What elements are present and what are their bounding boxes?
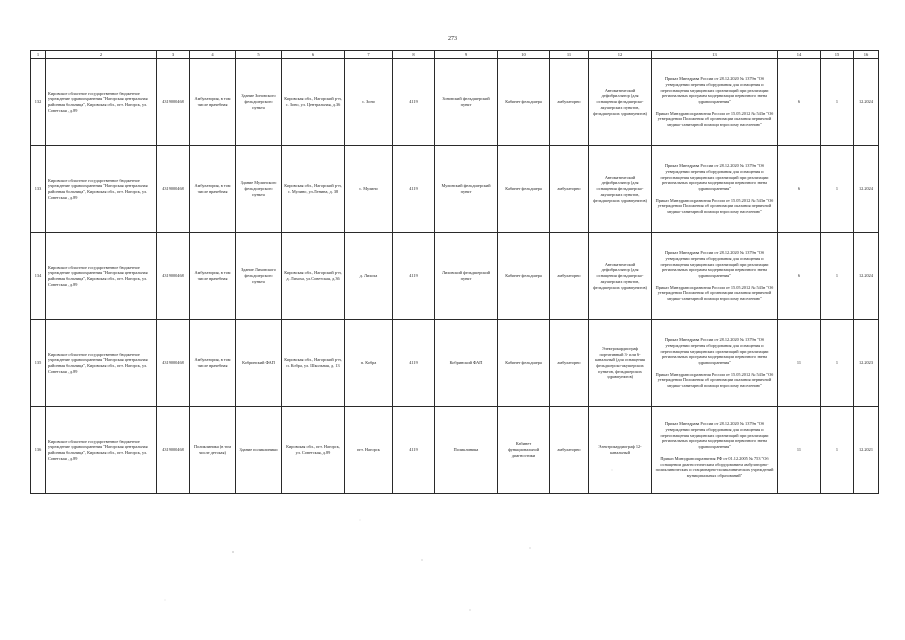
quantity-cell: 11 xyxy=(778,320,821,407)
row-number: 133 xyxy=(31,146,46,233)
equipment-cell: Автоматический дефибриллятор (для оснащения фельдшерско-акушерских пунктов, фельдшерских здравпунктов) xyxy=(589,59,652,146)
inn-cell: 4319000468 xyxy=(157,146,190,233)
regulation-cell xyxy=(652,407,778,494)
column-number-2: 2 xyxy=(46,51,157,59)
regulation-cell xyxy=(652,233,778,320)
code-cell: 4119 xyxy=(393,59,435,146)
settlement-cell: п. Кобра xyxy=(345,320,393,407)
column-number-7: 7 xyxy=(345,51,393,59)
organization-cell: Кировское областное государственное бюджетное учреждение здравоохранения "Нагорская центральная районная больница", Кировская обл., пгт. Нагорск, ул. Советская , д.89 xyxy=(46,59,157,146)
building-cell: Здание Лиховского фельдшерского пункта xyxy=(236,233,282,320)
room-cell: Кабинет фельдшера xyxy=(498,146,550,233)
unit-name-cell: Мулинский фельдшерский пункт xyxy=(435,146,498,233)
care-mode-cell: амбулаторно xyxy=(550,320,589,407)
unit-name-cell: Кобринский ФАП xyxy=(435,320,498,407)
regulation-order1: Приказ Минздрава России от 28.12.2020 № 1379н "Об утверждении перечня оборудования для оснащения и переоснащения медицинских организаций при реализации региональных программ модернизации первичного звена здравоохранения" xyxy=(660,421,769,450)
care-mode-cell: амбулаторно xyxy=(550,146,589,233)
room-cell: Кабинет функциональной диагностики xyxy=(498,407,550,494)
building-cell: Здание поликлиники xyxy=(236,407,282,494)
address-cell: Кировская обл., Нагорский р-н, с. Мулино, ул.Ленина, д. 38 xyxy=(282,146,345,233)
division-type-cell: Амбулатория, в том числе врачебная xyxy=(190,320,236,407)
page-number: 273 xyxy=(448,36,457,42)
row-number: 132 xyxy=(31,59,46,146)
settlement-cell: с. Зоно xyxy=(345,59,393,146)
column-number-15: 15 xyxy=(821,51,854,59)
table-body xyxy=(31,59,879,494)
column-number-1: 1 xyxy=(31,51,46,59)
address-cell: Кировская обл., пгт. Нагорск, ул. Советская, д.89 xyxy=(282,407,345,494)
quantity-cell: 6 xyxy=(778,233,821,320)
count-cell: 1 xyxy=(821,233,854,320)
regulation-order2: Приказ Минздравсоцразвития России от 15.05.2012 № 543н "Об утверждении Положения об организации оказания первичной медико-санитарной помощи взрослому населению" xyxy=(655,197,774,215)
table-row xyxy=(31,233,879,320)
building-cell: Здание Зоновского фельдшерского пункта xyxy=(236,59,282,146)
building-cell: Здание Мулинского фельдшерского пункта xyxy=(236,146,282,233)
row-number: 135 xyxy=(31,320,46,407)
unit-name-cell: Зоновский фельдшерский пункт xyxy=(435,59,498,146)
quantity-cell: 11 xyxy=(778,407,821,494)
column-number-4: 4 xyxy=(190,51,236,59)
organization-cell: Кировское областное государственное бюджетное учреждение здравоохранения "Нагорская центральная районная больница", Кировская обл., пгт. Нагорск, ул. Советская , д.89 xyxy=(46,320,157,407)
regulation-order2: Приказ Минздравсоцразвития России от 15.05.2012 № 543н "Об утверждении Положения об организации оказания первичной медико-санитарной помощи взрослому населению" xyxy=(655,284,774,302)
column-number-14: 14 xyxy=(778,51,821,59)
column-number-9: 9 xyxy=(435,51,498,59)
regulation-order2: Приказ Минздравсоцразвития РФ от 01.12.2005 № 753 "Об оснащении диагностическим оборудованием амбулаторно-поликлинических и стационарно-поликлинических учреждений муниципальных образований" xyxy=(655,455,774,478)
address-cell: Кировская обл., Нагорский р-н, д. Лихоха, ул.Советская, д.36 xyxy=(282,233,345,320)
deadline-cell: 12.2024 xyxy=(854,146,879,233)
table-row xyxy=(31,320,879,407)
settlement-cell: пгт. Нагорск xyxy=(345,407,393,494)
column-number-3: 3 xyxy=(157,51,190,59)
division-type-cell: Амбулатория, в том числе врачебная xyxy=(190,59,236,146)
regulation-order1: Приказ Минздрава России от 28.12.2020 № 1379н "Об утверждении перечня оборудования для оснащения и переоснащения медицинских организаций при реализации региональных программ модернизации первичного звена здравоохранения" xyxy=(660,337,769,365)
row-number: 136 xyxy=(31,407,46,494)
building-cell: Кобринский ФАП xyxy=(236,320,282,407)
column-number-8: 8 xyxy=(393,51,435,59)
regulation-order1: Приказ Минздрава России от 28.12.2020 № 1379н "Об утверждении перечня оборудования для оснащения и переоснащения медицинских организаций при реализации региональных программ модернизации первичного звена здравоохранения" xyxy=(660,163,769,191)
inn-cell: 4319000468 xyxy=(157,233,190,320)
address-cell: Кировская обл., Нагорский р-н, п. Кобра, ул. Школьная, д. 13 xyxy=(282,320,345,407)
column-number-5: 5 xyxy=(236,51,282,59)
settlement-cell: с. Мулино xyxy=(345,146,393,233)
table-row xyxy=(31,407,879,494)
organization-cell: Кировское областное государственное бюджетное учреждение здравоохранения "Нагорская центральная районная больница", Кировская обл., пгт. Нагорск, ул. Советская , д.89 xyxy=(46,233,157,320)
address-cell: Кировская обл., Нагорский р-н, с. Зоно, ул. Центральная, д.36 xyxy=(282,59,345,146)
regulation-cell xyxy=(652,59,778,146)
count-cell: 1 xyxy=(821,59,854,146)
division-type-cell: Амбулатория, в том числе врачебная xyxy=(190,146,236,233)
regulation-cell xyxy=(652,146,778,233)
deadline-cell: 12.2024 xyxy=(854,59,879,146)
deadline-cell: 12.2021 xyxy=(854,407,879,494)
quantity-cell: 6 xyxy=(778,146,821,233)
inn-cell: 4319000468 xyxy=(157,320,190,407)
care-mode-cell: амбулаторно xyxy=(550,59,589,146)
equipment-cell: Автоматический дефибриллятор (для оснащения фельдшерско-акушерских пунктов, фельдшерских здравпунктов) xyxy=(589,233,652,320)
organization-cell: Кировское областное государственное бюджетное учреждение здравоохранения "Нагорская центральная районная больница", Кировская обл., пгт. Нагорск, ул. Советская , д.89 xyxy=(46,407,157,494)
quantity-cell: 6 xyxy=(778,59,821,146)
column-number-16: 16 xyxy=(854,51,879,59)
division-type-cell: Амбулатория, в том числе врачебная xyxy=(190,233,236,320)
deadline-cell: 12.2023 xyxy=(854,320,879,407)
equipment-cell: Электрокардиограф 12-канальный xyxy=(589,407,652,494)
column-number-10: 10 xyxy=(498,51,550,59)
inn-cell: 4319000468 xyxy=(157,59,190,146)
regulation-order2: Приказ Минздравсоцразвития России от 15.05.2012 № 543н "Об утверждении Положения об организации оказания первичной медико-санитарной помощи взрослому населению" xyxy=(655,110,774,128)
organization-cell: Кировское областное государственное бюджетное учреждение здравоохранения "Нагорская центральная районная больница", Кировская обл., пгт. Нагорск, ул. Советская , д.89 xyxy=(46,146,157,233)
room-cell: Кабинет фельдшера xyxy=(498,59,550,146)
inn-cell: 4319000468 xyxy=(157,407,190,494)
code-cell: 4119 xyxy=(393,320,435,407)
count-cell: 1 xyxy=(821,407,854,494)
care-mode-cell: амбулаторно xyxy=(550,233,589,320)
care-mode-cell: амбулаторно xyxy=(550,407,589,494)
equipment-cell: Автоматический дефибриллятор (для оснащения фельдшерско-акушерских пунктов, фельдшерских здравпунктов) xyxy=(589,146,652,233)
regulation-order1: Приказ Минздрава России от 28.12.2020 № 1379н "Об утверждении перечня оборудования для оснащения и переоснащения медицинских организаций при реализации региональных программ модернизации первичного звена здравоохранения" xyxy=(660,250,769,278)
unit-name-cell: Поликлиника xyxy=(435,407,498,494)
settlement-cell: д. Лихоха xyxy=(345,233,393,320)
regulation-order2: Приказ Минздравсоцразвития России от 15.05.2012 № 543н "Об утверждении Положения об организации оказания первичной медико-санитарной помощи взрослому населению" xyxy=(655,371,774,389)
column-number-6: 6 xyxy=(282,51,345,59)
room-cell: Кабинет фельдшера xyxy=(498,320,550,407)
count-cell: 1 xyxy=(821,146,854,233)
deadline-cell: 12.2024 xyxy=(854,233,879,320)
table-row xyxy=(31,146,879,233)
row-number: 134 xyxy=(31,233,46,320)
count-cell: 1 xyxy=(821,320,854,407)
code-cell: 4119 xyxy=(393,233,435,320)
equipment-table xyxy=(30,50,879,494)
column-number-row xyxy=(31,51,879,59)
column-number-12: 12 xyxy=(589,51,652,59)
regulation-cell xyxy=(652,320,778,407)
table-row xyxy=(31,59,879,146)
regulation-order1: Приказ Минздрава России от 28.12.2020 № 1379н "Об утверждении перечня оборудования для оснащения и переоснащения медицинских организаций при реализации региональных программ модернизации первичного звена здравоохранения" xyxy=(660,76,769,104)
code-cell: 4119 xyxy=(393,146,435,233)
room-cell: Кабинет фельдшера xyxy=(498,233,550,320)
division-type-cell: Поликлиника (в том числе детская) xyxy=(190,407,236,494)
equipment-cell: Электрокардиограф портативный 3- или 6-канальный (для оснащения фельдшерско-акушерских пунктов, фельдшерских здравпунктов) xyxy=(589,320,652,407)
code-cell: 4119 xyxy=(393,407,435,494)
column-number-13: 13 xyxy=(652,51,778,59)
unit-name-cell: Лиховский фельдшерский пункт xyxy=(435,233,498,320)
column-number-11: 11 xyxy=(550,51,589,59)
